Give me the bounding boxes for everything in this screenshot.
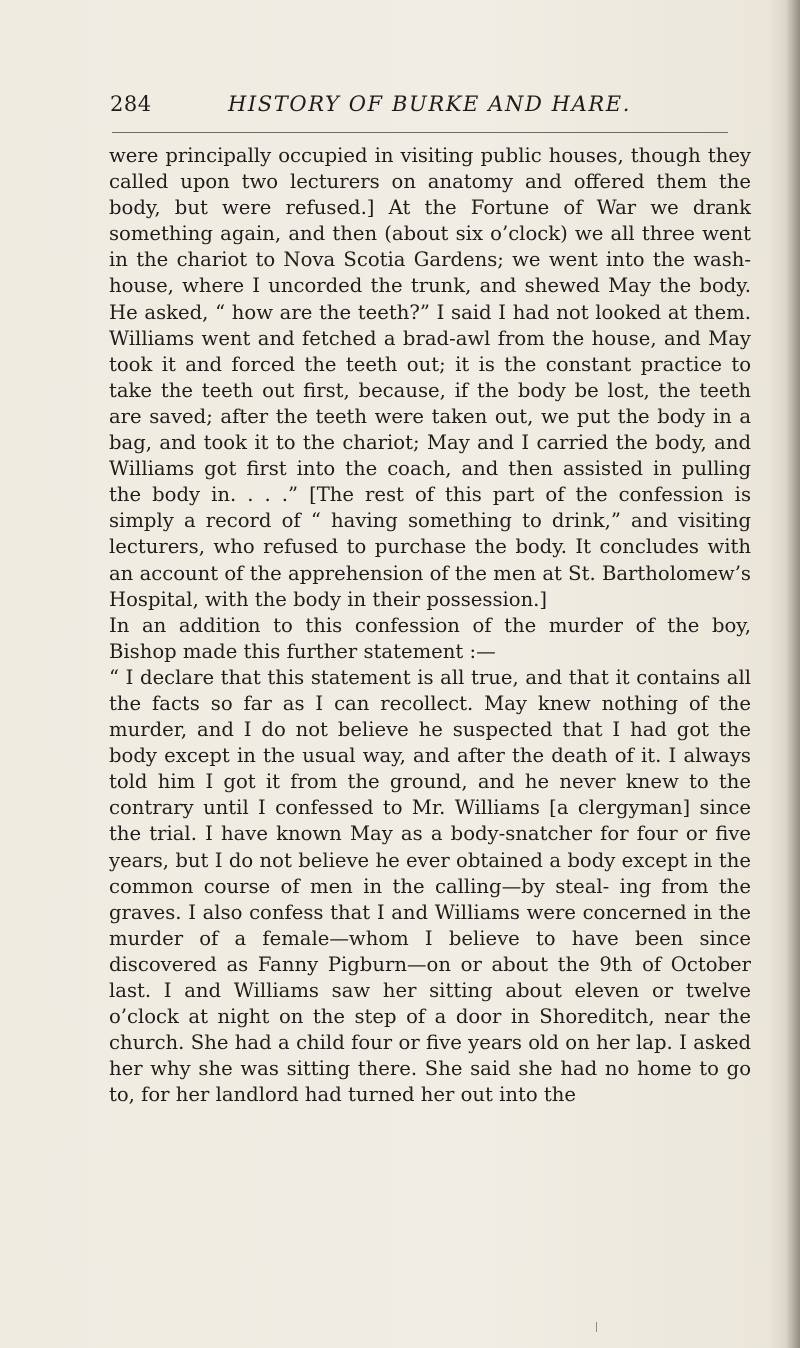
header-rule (112, 132, 728, 133)
page-edge-shadow (786, 0, 800, 1348)
paragraph-statement: “ I declare that this statement is all true, and that it contains all the facts so far as I can recollect. May knew nothing of the murder, and I do not believe he suspected that I had got the body except in the usual way, and after the death of it. I always told him I got it from the ground, and he never knew to the contrary until I confessed to Mr. Williams [a clergyman] since the trial. I have known May as a body-snatcher for four or five years, but I do not believe he ever obtained a body except in the common course of men in the calling—by steal- ing from the graves. I also confess that I and Williams were concerned in the murder of a female—whom I believe to have been since discovered as Fanny Pigburn—on or about the 9th of October last. I and Williams saw her sitting about eleven or twelve o’clock at night on the step of a door in Shoreditch, near the church. She had a child four or five years old on her lap. I asked her why she was sitting there. She said she had no home to go to, for her landlord had turned her out into the (109, 665, 751, 1107)
page-number: 284 (110, 92, 152, 116)
paragraph-confession: were principally occupied in visiting public houses, though they called upon two lecturers on anatomy and offered them the body, but were refused.] At the Fortune of War we drank something again, and then (about six o’clock) we all three went in the chariot to Nova Scotia Gardens; we went into the wash-house, where I uncorded the trunk, and shewed May the body. He asked, “ how are the teeth?” I said I had not looked at them. Williams went and fetched a brad-awl from the house, and May took it and forced the teeth out; it is the constant practice to take the teeth out first, because, if the body be lost, the teeth are saved; after the teeth were taken out, we put the body in a bag, and took it to the chariot; May and I carried the body, and Williams got first into the coach, and then assisted in pulling the body in. . . .” [The rest of this part of the confession is simply a record of “ having something to drink,” and visiting lecturers, who refused to purchase the body. It concludes with an account of the apprehension of the men at St. Bartholomew’s Hospital, with the body in their possession.] (109, 144, 751, 611)
page-header (110, 92, 750, 122)
scan-mark (596, 1322, 597, 1332)
running-head: HISTORY OF BURKE AND HARE. (228, 92, 631, 116)
paragraph-addition: In an addition to this confession of the murder of the boy, Bishop made this further statement :— (109, 613, 751, 663)
body-text (109, 143, 751, 1108)
